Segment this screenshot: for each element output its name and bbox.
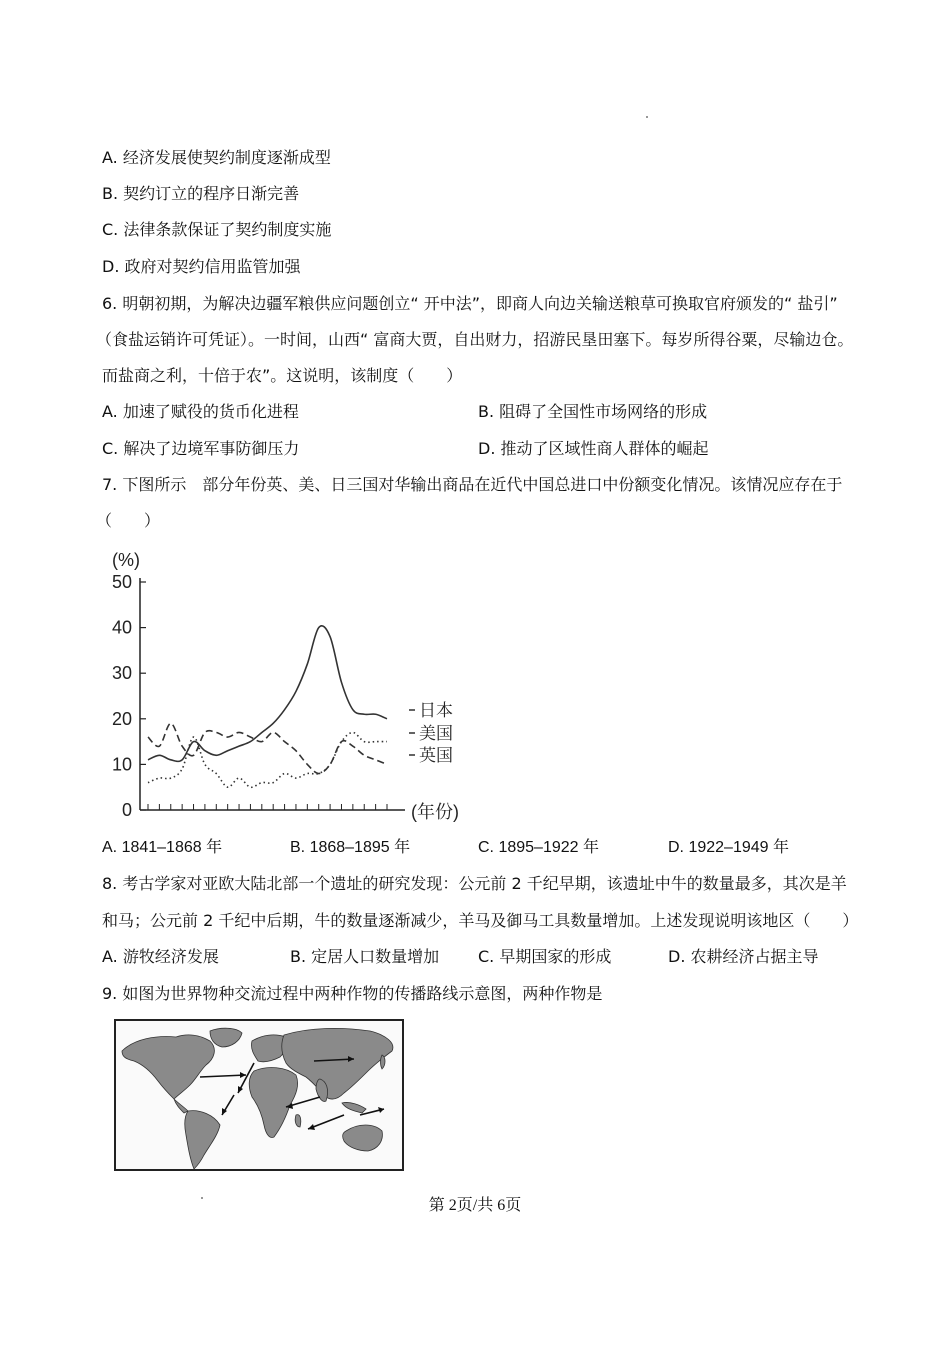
q7-option-c: C. 1895–1922 年 (478, 839, 599, 856)
q7-option-a: A. 1841–1868 年 (102, 839, 223, 856)
q5-option-b: B. 契约订立的程序日渐完善 (102, 184, 300, 203)
q7-stem-line1: 7. 下图所示 部分年份英、美、日三国对华输出商品在近代中国总进口中份额变化情况。该情况应存在于 (102, 475, 843, 494)
page-footer: 第 2页/共 6页 (428, 1197, 522, 1214)
y-tick-label: 30 (111, 663, 132, 684)
y-tick-label: 20 (111, 708, 132, 729)
series-line-英国 (148, 723, 387, 773)
q8-option-b: B. 定居人口数量增加 (290, 947, 440, 966)
q6-stem-line2: （食盐运销许可凭证）。一时间，山西“ 富商大贾，自出财力，招游民垦田塞下。每岁所得谷粟，尽输边仓。 (96, 330, 854, 349)
q5-option-a: A. 经济发展使契约制度逐渐成型 (102, 148, 331, 167)
print-dot (646, 116, 648, 118)
series-line-美国 (148, 732, 387, 787)
q8-option-c: C. 早期国家的形成 (478, 947, 612, 966)
y-axis-label: (%) (112, 550, 140, 570)
legend-label: 美国 (419, 724, 453, 743)
x-axis-label: (年份) (411, 802, 459, 822)
q9-stem-line1: 9. 如图为世界物种交流过程中两种作物的传播路线示意图，两种作物是 (102, 984, 603, 1003)
q5-option-d: D. 政府对契约信用监管加强 (102, 257, 301, 276)
q6-option-c: C. 解决了边境军事防御压力 (102, 439, 300, 458)
q6-option-d: D. 推动了区域性商人群体的崛起 (478, 439, 709, 458)
y-tick-label: 50 (111, 572, 132, 592)
q7-stem-line2: （ ） (96, 511, 161, 530)
series-line-日本 (148, 626, 387, 762)
y-tick-label: 10 (111, 754, 132, 775)
q8-stem-line2: 和马；公元前 2 千纪中后期，牛的数量逐渐减少，羊马及御马工具数量增加。上述发现说明该地区（ ） (102, 911, 859, 930)
q8-option-d: D. 农耕经济占据主导 (668, 947, 819, 966)
q7-option-d: D. 1922–1949 年 (668, 839, 789, 856)
q8-option-a: A. 游牧经济发展 (102, 947, 219, 966)
legend-label: 英国 (419, 746, 453, 765)
q6-stem-line3: 而盐商之利，十倍于农”。这说明，该制度（ ） (102, 366, 463, 385)
y-tick-label: 0 (121, 800, 132, 820)
y-tick-label: 40 (111, 617, 132, 638)
crop-spread-world-map (114, 1019, 404, 1171)
q6-option-b: B. 阻碍了全国性市场网络的形成 (478, 402, 708, 421)
q5-option-c: C. 法律条款保证了契约制度实施 (102, 220, 332, 239)
q6-option-a: A. 加速了赋役的货币化进程 (102, 402, 299, 421)
q6-stem-line1: 6. 明朝初期，为解决边疆军粮供应问题创立“ 开中法”，即商人向边关输送粮草可换取官府颁发的“ 盐引” (102, 294, 838, 313)
q8-stem-line1: 8. 考古学家对亚欧大陆北部一个遗址的研究发现：公元前 2 千纪早期，该遗址中牛的数量最多，其次是羊 (102, 874, 847, 893)
q7-option-b: B. 1868–1895 年 (290, 839, 411, 856)
legend-label: 日本 (419, 701, 453, 720)
trade-share-chart (95, 540, 495, 830)
